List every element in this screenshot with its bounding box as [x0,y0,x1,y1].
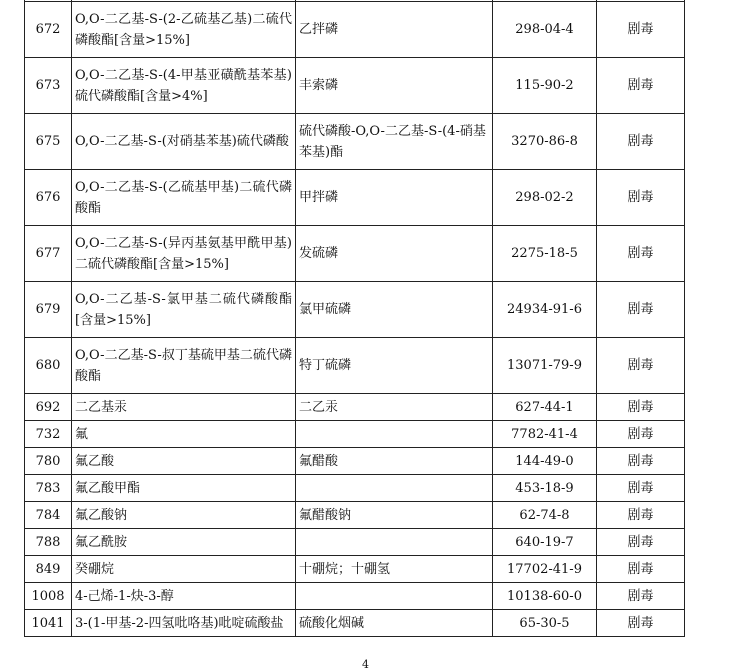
chemical-name-cell: 氟乙酸钠 [72,502,296,529]
alias-cell: 二乙汞 [296,394,493,421]
table-row [25,226,685,282]
hazardous-chemicals-table [24,0,685,637]
chemical-name-cell: 癸硼烷 [72,556,296,583]
serial-number-cell: 673 [25,58,72,114]
chemical-name-cell: 氟乙酸 [72,448,296,475]
table-row [25,282,685,338]
alias-cell [296,529,493,556]
serial-number-cell: 732 [25,421,72,448]
remark-cell: 剧毒 [597,475,685,502]
remark-cell: 剧毒 [597,421,685,448]
remark-cell: 剧毒 [597,448,685,475]
remark-cell: 剧毒 [597,226,685,282]
chemical-name-cell: O,O-二乙基-S-(2-乙硫基乙基)二硫代磷酸酯[含量>15%] [72,2,296,58]
alias-cell: 特丁硫磷 [296,338,493,394]
chemical-name-cell: 3-(1-甲基-2-四氢吡咯基)吡啶硫酸盐 [72,610,296,637]
cas-number-cell: 144-49-0 [493,448,597,475]
remark-cell: 剧毒 [597,58,685,114]
alias-cell: 氟醋酸钠 [296,502,493,529]
alias-cell [296,421,493,448]
table-body [25,0,685,637]
table-row [25,2,685,58]
alias-cell [296,583,493,610]
cas-number-cell: 2275-18-5 [493,226,597,282]
chemical-name-cell: O,O-二乙基-S-(异丙基氨基甲酰甲基)二硫代磷酸酯[含量>15%] [72,226,296,282]
alias-cell: 氟醋酸 [296,448,493,475]
cas-number-cell: 17702-41-9 [493,556,597,583]
serial-number-cell: 784 [25,502,72,529]
remark-cell: 剧毒 [597,529,685,556]
remark-cell: 剧毒 [597,583,685,610]
serial-number-cell: 1041 [25,610,72,637]
alias-cell: 发硫磷 [296,226,493,282]
cas-number-cell: 7782-41-4 [493,421,597,448]
serial-number-cell: 1008 [25,583,72,610]
serial-number-cell: 672 [25,2,72,58]
serial-number-cell: 679 [25,282,72,338]
alias-cell: 氯甲硫磷 [296,282,493,338]
cas-number-cell: 627-44-1 [493,394,597,421]
chemical-name-cell: 4-己烯-1-炔-3-醇 [72,583,296,610]
chemical-name-cell: O,O-二乙基-S-叔丁基硫甲基二硫代磷酸酯 [72,338,296,394]
serial-number-cell: 780 [25,448,72,475]
remark-cell: 剧毒 [597,610,685,637]
alias-cell: 丰索磷 [296,58,493,114]
remark-cell: 剧毒 [597,502,685,529]
cas-number-cell: 10138-60-0 [493,583,597,610]
serial-number-cell: 677 [25,226,72,282]
table-row [25,556,685,583]
table-row [25,610,685,637]
serial-number-cell: 692 [25,394,72,421]
cas-number-cell: 115-90-2 [493,58,597,114]
table-row [25,583,685,610]
chemical-name-cell: O,O-二乙基-S-(4-甲基亚磺酰基苯基)硫代磷酸酯[含量>4%] [72,58,296,114]
chemical-name-cell: O,O-二乙基-S-(乙硫基甲基)二硫代磷酸酯 [72,170,296,226]
cas-number-cell: 3270-86-8 [493,114,597,170]
remark-cell: 剧毒 [597,282,685,338]
serial-number-cell: 680 [25,338,72,394]
chemical-name-cell: 二乙基汞 [72,394,296,421]
alias-cell [296,475,493,502]
remark-cell: 剧毒 [597,170,685,226]
remark-cell: 剧毒 [597,394,685,421]
chemical-name-cell: 氟乙酸甲酯 [72,475,296,502]
cas-number-cell: 65-30-5 [493,610,597,637]
alias-cell: 硫代磷酸-O,O-二乙基-S-(4-硝基苯基)酯 [296,114,493,170]
cas-number-cell: 62-74-8 [493,502,597,529]
table-row [25,114,685,170]
remark-cell: 剧毒 [597,556,685,583]
serial-number-cell: 783 [25,475,72,502]
alias-cell: 乙拌磷 [296,2,493,58]
remark-cell: 剧毒 [597,338,685,394]
page-number: 4 [362,658,369,671]
remark-cell: 剧毒 [597,114,685,170]
table-row [25,529,685,556]
serial-number-cell: 788 [25,529,72,556]
table-row [25,338,685,394]
table-row [25,170,685,226]
chemical-name-cell: O,O-二乙基-S-(对硝基苯基)硫代磷酸 [72,114,296,170]
remark-cell: 剧毒 [597,2,685,58]
cas-number-cell: 453-18-9 [493,475,597,502]
table-row [25,421,685,448]
cas-number-cell: 298-04-4 [493,2,597,58]
serial-number-cell: 849 [25,556,72,583]
table-row [25,58,685,114]
cas-number-cell: 640-19-7 [493,529,597,556]
table-row [25,502,685,529]
alias-cell: 十硼烷；十硼氢 [296,556,493,583]
table-row [25,448,685,475]
chemical-name-cell: 氟 [72,421,296,448]
serial-number-cell: 675 [25,114,72,170]
serial-number-cell: 676 [25,170,72,226]
alias-cell: 甲拌磷 [296,170,493,226]
cas-number-cell: 24934-91-6 [493,282,597,338]
cas-number-cell: 298-02-2 [493,170,597,226]
chemical-name-cell: O,O-二乙基-S-氯甲基二硫代磷酸酯[含量>15%] [72,282,296,338]
chemical-name-cell: 氟乙酰胺 [72,529,296,556]
cas-number-cell: 13071-79-9 [493,338,597,394]
table-row [25,475,685,502]
alias-cell: 硫酸化烟碱 [296,610,493,637]
table-row [25,394,685,421]
